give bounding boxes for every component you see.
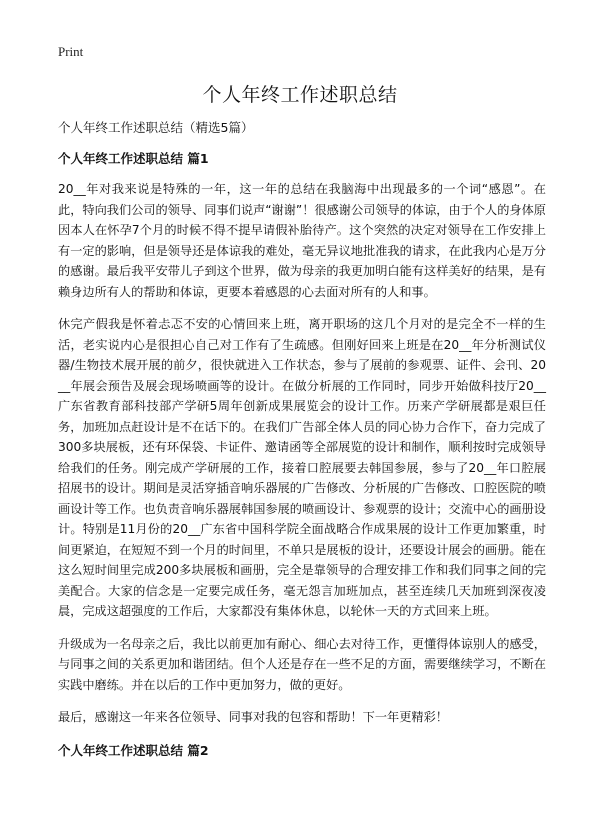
paragraph: 升级成为一名母亲之后，我比以前更加有耐心、细心去对待工作，更懂得体谅别人的感受，与同事之间的关系更加和谐团结。但个人还是存在一些不足的方面，需要继续学习，不断在实践中磨练。并在以后的工作中更加努力，做的更好。	[58, 636, 546, 692]
paragraph: 最后，感谢这一年来各位领导、同事对我的包容和帮助！下一年更精彩！	[58, 710, 448, 724]
document-title: 个人年终工作述职总结	[202, 84, 398, 106]
paragraph: 休完产假我是怀着忐忑不安的心情回来上班，离开职场的这几个月对的是完全不一样的生活，老实说内心是很担心自己对工作有了生疏感。但刚好回来上班是在20__年分析测试仪器/生物技术展开展的前夕，很快就进入工作状态，参与了展前的参观票、证件、会刊、20__年展会预告及展会现场喷画等的设计。在做分析展的工作同时，同步开始做科技厅20__广东省教育部科技部产学研5周年创新成果展览会的设计工作。历来产学研展都是艰巨任务，加班加点赶设计是不在话下的。在我们广告部全体人员的同心协力合作下，奋力完成了300多块展板，还有环保袋、卡证件、邀请函等全部展览的设计和制作，顺利按时完成领导给我们的任务。刚完成产学研展的工作，接着口腔展要去韩国参展，参与了20__年口腔展招展书的设计。期间是灵活穿插音响乐器展的广告修改、分析展的广告修改、口腔医院的喷画设计等工作。也负责音响乐器展韩国参展的喷画设计、参观票的设计；交流中心的画册设计。特别是11月份的20__广东省中国科学院全面战略合作成果展的设计工作更加繁重，时间更紧迫，在短短不到一个月的时间里，不单只是展板的设计，还要设计展会的画册。能在这么短时间里完成200多块展板和画册，完全是靠领导的合理安排工作和我们同事之间的完美配合。大家的信念是一定要完成任务，毫无怨言加班加点，甚至连续几天加班到深夜凌晨，完成这超强度的工作后，大家都没有集体休息，以轮休一天的方式回来上班。	[58, 317, 546, 618]
section-heading-2: 个人年终工作述职总结 篇2	[58, 742, 209, 758]
paragraph: 20__年对我来说是特殊的一年，这一年的总结在我脑海中出现最多的一个词“感恩”。在此，特向我们公司的领导、同事们说声“谢谢”！很感谢公司领导的体谅，由于个人的身体原因本人在怀孕7个月的时候不得不提早请假补胎待产。这个突然的决定对领导在工作安排上有一定的影响，但是领导还是体谅我的难处，毫无异议地批准我的请求，在此我内心是万分的感谢。最后我平安带儿子到这个世界，做为母亲的我更加明白能有这样美好的结果，是有赖身边所有人的帮助和体谅，更要本着感恩的心去面对所有的人和事。	[58, 182, 546, 299]
document-subtitle: 个人年终工作述职总结（精选5篇）	[58, 120, 254, 135]
print-link[interactable]: Print	[58, 44, 84, 59]
document-body	[58, 117, 546, 771]
section-heading-1: 个人年终工作述职总结 篇1	[58, 151, 209, 166]
